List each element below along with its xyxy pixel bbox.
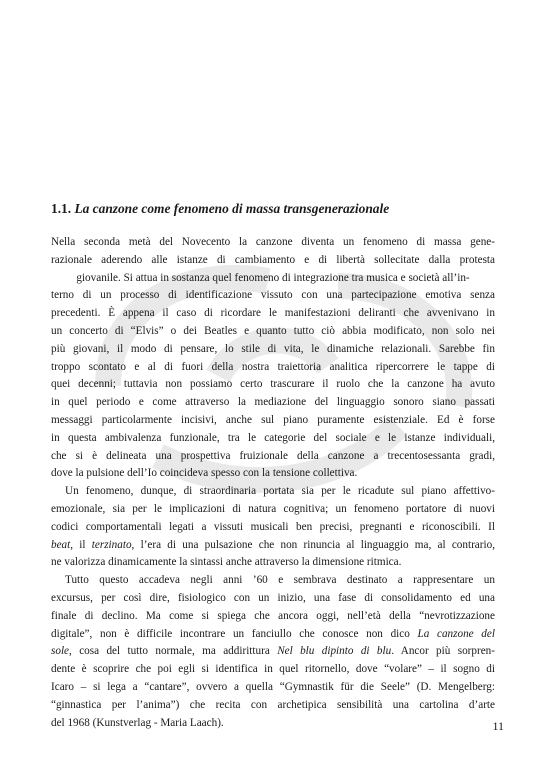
text-run: troppo scontato e al di fuori della nostra traiettoria analitica ripercorrere le tappe di <box>51 360 495 373</box>
text-run: ne valorizza dinamicamente la sintassi anche attraverso la dimensione ritmica. <box>51 556 402 569</box>
page-number: 11 <box>492 719 504 733</box>
paragraph <box>51 483 495 572</box>
paragraph <box>51 234 495 483</box>
text-line <box>51 697 495 715</box>
text-run: Tutto questo accadeva negli anni ’60 e sembrava destinato a rappresentare un <box>65 574 495 587</box>
section-title: La canzone come fenomeno di massa transgenerazionale <box>74 201 390 216</box>
italic-run: beat <box>51 538 71 551</box>
text-line <box>51 430 495 448</box>
text-run: un concerto di “Elvis” o dei Beatles e quanto tutto ciò abbia modificato, non solo nei <box>51 324 495 337</box>
text-run: , cosa del tutto normale, ma addirittura <box>69 645 278 658</box>
section-number: 1.1. <box>51 201 72 216</box>
text-line <box>51 270 495 288</box>
text-run: in questa ambivalenza funzionale, tra le categorie del sociale e le istanze individuali, <box>51 431 495 444</box>
text-line <box>51 554 495 572</box>
text-run: in quel periodo e come attraverso la mediazione del linguaggio sonoro siano passati <box>51 396 495 409</box>
text-line <box>51 501 495 519</box>
text-run: precedenti. È appena il caso di ricordare le manifestazioni deliranti che avvenivano in <box>51 307 495 320</box>
text-run: excursus, per così dire, fisiologico con un inizio, una fase di consolidamento ed una <box>51 591 495 604</box>
text-run: giovanile. Si attua in sostanza quel fenomeno di integrazione tra musica e società all’in- <box>76 271 470 284</box>
italic-run: terzinato <box>91 538 132 551</box>
text-line <box>51 252 495 270</box>
text-run: Nella seconda metà del Novecento la canzone diventa un fenomeno di massa gene- <box>51 236 495 248</box>
paragraph <box>51 572 495 732</box>
text-run: razionale aderendo alle istanze di cambiamento e di libertà sollecitate dalla protesta <box>51 253 495 266</box>
text-line <box>51 323 495 341</box>
text-line <box>51 234 495 252</box>
text-run: emozionale, sia per le implicazioni di natura cognitiva; un fenomeno portatore di nuovi <box>51 502 495 515</box>
text-run: “ginnastica per l’anima”) che recita con archetipica sensibilità una cartolina d’arte <box>51 698 495 711</box>
text-line <box>51 608 495 626</box>
text-line <box>51 519 495 537</box>
text-line <box>51 394 495 412</box>
text-line <box>51 412 495 430</box>
text-run: dente è scoprire che poi egli si identifica in quel ritornello, dove “volare” – il sogno di <box>51 663 495 676</box>
text-line <box>51 448 495 466</box>
text-line <box>51 376 495 394</box>
text-run: che si è delineata una prospettiva fruizionale della canzone a trecentosessanta gradi, <box>51 449 495 462</box>
italic-run: Nel blu dipinto di blu <box>277 645 392 658</box>
text-line <box>51 715 495 733</box>
italic-run: sole <box>51 645 70 658</box>
text-run: Icaro – si lega a “cantare”, ovvero a quella “Gymnastik für die Seele” (D. Mengelberg: <box>51 680 495 693</box>
text-line <box>51 643 495 661</box>
text-run: più giovani, il modo di pensare, lo stile di vita, le dinamiche relazionali. Sarebbe fin <box>51 342 495 355</box>
text-line <box>51 626 495 644</box>
text-line <box>51 287 495 305</box>
text-line <box>51 679 495 697</box>
text-run: , il <box>70 538 92 551</box>
text-run: messaggi particolarmente incisivi, anche sul piano puramente esistenziale. Ed è forse <box>51 413 495 426</box>
section-heading <box>51 201 491 217</box>
text-run: digitale”, non è difficile incontrare un fanciullo che conosce non dico <box>51 627 418 640</box>
body-text <box>51 234 495 732</box>
italic-run: La canzone del <box>417 627 495 640</box>
text-run: quei decenni; tuttavia non possiamo certo trascurare il ruolo che la canzone ha avuto <box>51 378 495 391</box>
text-line <box>51 483 495 501</box>
text-line <box>51 465 495 483</box>
text-line <box>51 359 495 377</box>
text-run: . Ancor più sorpren- <box>391 645 495 658</box>
text-line <box>51 305 495 323</box>
text-run: terno di un processo di identificazione vissuto con una partecipazione emotiva senza <box>51 289 495 302</box>
text-run: dove la pulsione dell’Io coincideva spesso con la tensione collettiva. <box>51 467 358 480</box>
text-run: Un fenomeno, dunque, di straordinaria portata sia per le ricadute sul piano affettivo- <box>65 485 495 498</box>
text-run: , l’era di una pulsazione che non rinuncia al linguaggio ma, al contrario, <box>131 538 495 551</box>
text-line <box>51 590 495 608</box>
text-line <box>51 537 495 555</box>
text-run: del 1968 (Kunstverlag - Maria Laach). <box>51 716 224 729</box>
text-line <box>51 341 495 359</box>
text-line <box>51 661 495 679</box>
text-run: codici comportamentali legati a vissuti musicali ben precisi, pregnanti e riconoscibili. Il <box>51 520 495 533</box>
text-line <box>51 572 495 590</box>
text-run: finale di declino. Ma come si spiega che ancora oggi, nell’età della “nevrotizzazione <box>51 609 495 622</box>
